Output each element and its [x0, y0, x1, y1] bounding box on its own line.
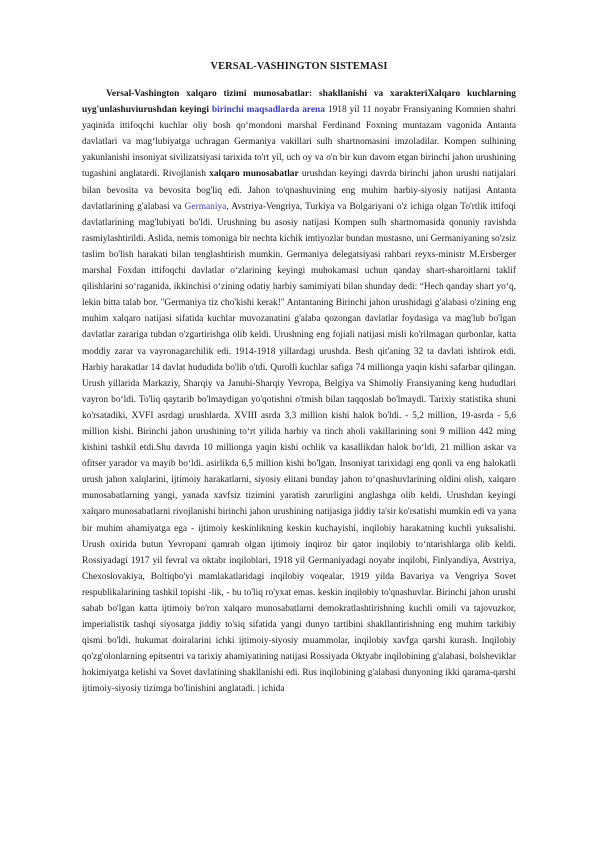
body-text-segment-3: urushdan keyingi davrda birinchi jahon urushi natijalari bilan bevosita va bevosita bog'liq edi. Jahon to'qnashuvining eng muhim harbiy-siyosiy natijasi Antanta davlatlarining g'alabasi va: [82, 169, 516, 212]
bold-xalqaro-munosabatlar: xalqaro munosabatlar: [209, 169, 299, 180]
link-germaniya[interactable]: Germaniya: [184, 201, 227, 212]
lead-bold-text: Versal-Vashington xalqaro tizimi munosabatlar: shakllanishi va xarakteriXalqaro kuchlarning uyg'unlashuviurushdan keyingi: [82, 89, 516, 116]
body-text-segment-4: , Avstriya-Vengriya, Turkiya va Bolgariyani o'z ichiga olgan To'rtlik ittifoqi davlatlarining mag'lubiyati bo'ldi. Urushning bu asosiy natijasi Kompen sulh shartnomasida qonuniy ravishda rasmiylashtirildi. Aslida, nemis tomoniga bir nechta kichik imtiyozlar bundan mustasno, uni Germaniyaning so'zsiz taslim bo'lish harakati bilan tenglashtirish mumkin. Germaniya delegatsiyasi rahbari reyxs-ministr M.Ersberger marshal Foxdan ittifoqchi davlatlar o‘zlarining keyingi muhokamasi uchun qanday shart-sharoitlarni taklif qilishlarini so‘raganida, ikkinchisi o‘zining odatiy harbiy samimiyati bilan shunday dedi: “Hech qanday shart yo‘q, lekin bitta talab bor. "Germaniya tiz cho'kishi kerak!" Antantaning Birinchi jahon urushidagi g'alabasi o'zining eng muhim xalqaro natijasi sifatida kuchlar muvozanatini g'alaba qozongan davlatlar foydasiga va mag'lub bo'lgan davlatlar zarariga tubdan o'zgartirishga olib keldi. Urushning eng fojiali natijasi misli ko'rilmagan qurbonlar, katta moddiy zarar va vayronagarchilik edi. 1914-1918 yillardagi urushda. Besh qit'aning 32 ta davlati ishtirok etdi. Harbiy harakatlar 14 davlat hududida bo'lib o'tdi. Qurolli kuchlar safiga 74 millionga yaqin kishi safarbar qilingan. Urush yillarida Markaziy, Sharqiy va Janubi-Sharqiy Yevropa, Belgiya va Shimoliy Fransiyaning keng hududlari vayron bo‘ldi. To'liq qaytarib bo'lmaydigan yo'qotishni o'tmish bilan taqqoslab bo'lmaydi. Tarixiy statistika shuni ko'rsatadiki, XVFI asrdagi urushlarda. XVIII asrda 3,3 million kishi halok bo'ldi. - 5,2 million, 19-asrda - 5,6 million kishi. Birinchi jahon urushining to‘rt yilida harbiy va tinch aholi vakillarining soni 9 million 442 ming kishini tashkil etdi.Shu davrda 10 millionga yaqin kishi ochlik va kasallikdan halok bo‘ldi, 21 million askar va ofitser yarador va mayib bo‘ldi. asirlikda 6,5 million kishi bo'lgan. Insoniyat tarixidagi eng qonli va eng halokatli urush jahon xalqlarini, ijtimoiy harakatlarni, siyosiy elitani bunday jahon to‘qnashuvlarining oldini olish, xalqaro munosabatlarning yangi, yanada xavfsiz tizimini yaratish zarurligini anglashga olib keldi. Urushdan keyingi xalqaro munosabatlarni rivojlanishi birinchi jahon urushining natijasiga jiddiy ta'sir ko'rsatishi mumkin edi va yana bir muhim ahamiyatga ega - ijtimoiy keskinlikning keskin kuchayishi, inqilobiy harakatning kuchli yuksalishi. Urush oxirida butun Yevropani qamrab olgan ijtimoiy inqiroz bir qator inqilobiy to‘ntarishlarga olib keldi. Rossiyadagi 1917 yil fevral va oktabr inqiloblari, 1918 yil Germaniyadagi noyabr inqilobi, Finlyandiya, Avstriya, Chexoslovakiya, Boltiqbo'yi mamlakatlaridagi inqilobiy voqealar, 1919 yilda Bavariya va Vengriya Sovet respublikalarining tashkil topishi -lik, - bu to'liq ro'yxat emas. keskin inqilobiy to'qnashuvlar. Birinchi jahon urushi sabab bo'lgan katta ijtimoiy bo'ron xalqaro munosabatlarni demokratlashtirishning kuchli omili va tajovuzkor, imperialistik tashqi siyosatga jiddiy to'siq sifatida yangi dunyo tartibini shakllantirishning eng muhim tarkibiy qismi bo'ldi. hukumat doiralarini ichki ijtimoiy-siyosiy muammolar, inqilobiy xavfga qarshi kurash. Inqilobiy qo'zg'olonlarning epitsentri va tarixiy ahamiyatining natijasi Rossiyada Oktyabr inqilobining g'alabasi, bolsheviklar hokimiyatga kelishi va Sovet davlatining shakllanishi edi. Rus inqilobining g'alabasi dunyoning ikki qarama-qarshi ijtimoiy-siyosiy tizimga bo'linishini anglatadi. | ichida: [82, 201, 516, 695]
document-page: [82, 60, 516, 698]
link-birinchi-maqsadlarda-arena[interactable]: birinchi maqsadlarda arena: [211, 105, 325, 116]
body-text-segment-2: 1918 yil 11 noyabr Fransiyaning Komnien shahri yaqinida ittifoqchi kuchlar oliy bosh qo‘mondoni marshal Ferdinand Foxning muntazam vagonida Antanta davlatlari va mag‘lubiyatga uchragan Germaniya vakillari sulh shartnomasini imzoladilar. Kompen sulhining yakunlanishi insoniyat sivilizatsiyasi tarixida to'rt yil, uch oy va o'n bir kun davom etgan birinchi jahon urushining tugashini anglatardi. Rivojlanish: [82, 105, 517, 180]
body-paragraph: [82, 86, 516, 698]
document-title: VERSAL-VASHINGTON SISTEMASI: [210, 61, 388, 72]
